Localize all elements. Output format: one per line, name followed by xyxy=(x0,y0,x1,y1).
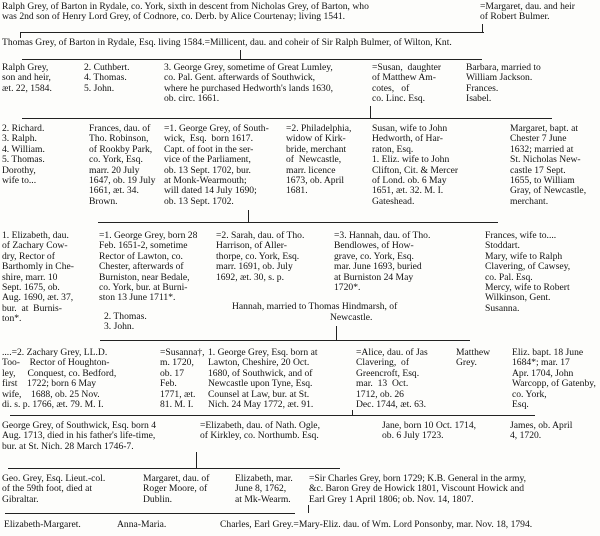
connector-gen6-children xyxy=(10,415,535,416)
text-line: castle 17 Sept. xyxy=(510,164,566,176)
text-line: William Jackson. xyxy=(466,72,533,84)
text-line: ston 13 June 1711*. xyxy=(99,292,176,304)
text-line: 3. Ralph. xyxy=(2,133,37,145)
text-line: 1681. xyxy=(286,185,308,197)
text-line: ob. 17 xyxy=(160,367,184,379)
text-line: Frances, wife to.... xyxy=(485,230,557,241)
text-line: ....=2. Zachary Grey, LL.D. xyxy=(2,347,108,358)
text-line: of Kirkley, co. Northumb. Esq. xyxy=(200,430,319,442)
elizabeth-ogle xyxy=(200,421,320,442)
connector-gen2-drop xyxy=(20,32,21,38)
text-line: Dec. 1744, æt. 63. xyxy=(356,399,427,411)
text-line: 4. Thomas. xyxy=(84,72,127,84)
connector-gen5-children xyxy=(100,340,470,341)
elizabeth-margaret: Elizabeth-Margaret. xyxy=(4,519,81,530)
matthew-grey xyxy=(456,348,490,369)
text-line: Sept. 1675, ob. xyxy=(2,282,60,294)
text-line: ley, Conquest, co. Bedford, xyxy=(2,367,117,379)
connector-gen6-stem xyxy=(352,410,353,415)
text-line: 5. John. xyxy=(84,82,115,94)
text-line: co. York, xyxy=(512,388,547,400)
text-line: =3. Hannah, dau. of Tho. xyxy=(334,230,431,241)
text-line: di. s. p. 1766, æt. 79. M. I. xyxy=(2,399,104,411)
text-line: 1651, æt. 32. M. I. xyxy=(372,185,444,197)
text-line: 1. George Grey, Esq. born at xyxy=(208,347,318,358)
text-line: Barbara, married to xyxy=(466,62,541,73)
text-line: vice of the Parliament, xyxy=(164,154,251,166)
text-line: Greencroft, Esq. xyxy=(356,367,420,379)
text-line: co. Pal. Gent. afterwards of Southwick, xyxy=(164,72,316,84)
geo-grey xyxy=(2,474,105,505)
text-line: Clavering, of xyxy=(356,357,410,369)
text-line: Brown. xyxy=(89,195,118,207)
george-grey-gen5 xyxy=(99,231,197,304)
text-line: of Robert Bulmer. xyxy=(480,11,550,23)
text-line: Tho. Robinson, xyxy=(89,133,149,145)
text-line: Margaret, dau. of xyxy=(143,473,210,484)
text-line: Gibraltar. xyxy=(2,493,39,505)
text-line: Frances. xyxy=(466,82,499,94)
text-line: June 8, 1762, xyxy=(235,483,287,495)
text-line: Jane, born 10 Oct. 1714, xyxy=(382,420,477,431)
text-line: 1692, æt. 30, s. p. xyxy=(216,271,284,283)
margaret-bulmer xyxy=(480,2,575,23)
text-line: Barthomly in Che- xyxy=(2,261,74,273)
frances-stoddart xyxy=(485,231,570,314)
connector-gen3-children xyxy=(22,118,552,119)
george-grey-gen3 xyxy=(164,63,333,105)
text-line: ob. circ. 1661. xyxy=(164,93,220,105)
text-line: Ralph Grey, of Barton in Rydale, co. York, sixth in descent from Nicholas Grey, of Barton, who xyxy=(2,1,369,12)
text-line: 2. Cuthbert. xyxy=(84,62,130,73)
text-line: was 2nd son of Henry Lord Grey, of Codnore, co. Derb. by Alice Courtenay; living 1541. xyxy=(2,11,346,23)
text-line: widow of Kirk- xyxy=(286,133,346,145)
text-line: Nich. 24 May 1772, æt. 91. xyxy=(208,399,314,411)
text-line: Dublin. xyxy=(143,493,173,505)
text-line: wife to... xyxy=(2,175,37,187)
text-line: =Alice, dau. of Jas xyxy=(356,347,428,358)
text-line: of Lond. ob. 6 May xyxy=(372,175,447,187)
hannah-hindmarsh-2: Newcastle. xyxy=(330,312,373,323)
george-grey-gen4 xyxy=(164,124,269,207)
text-line: of Zachary Cow- xyxy=(2,240,68,252)
text-line: Newcastle upon Tyne, Esq. xyxy=(208,378,313,390)
george-grey-gen6 xyxy=(208,348,318,410)
charles-earl-grey: Charles, Earl Grey.=Mary-Eliz. dau. of Wm. Lord Ponsonby, mar. Nov. 18, 1794. xyxy=(220,519,533,530)
text-line: 1684*; mar. 17 xyxy=(512,357,570,369)
cuthbert-thomas-john xyxy=(84,63,130,94)
connector-gen7-stem xyxy=(196,452,197,468)
text-line: of Newcastle, xyxy=(286,154,342,166)
text-line: thorpe, co. York, Esq. xyxy=(216,250,300,262)
text-line: Burniston, near Bedale, xyxy=(99,271,190,283)
text-line: Harrison, of Aller- xyxy=(216,240,287,252)
text-line: Elizabeth, mar. xyxy=(235,473,293,484)
text-line: =Elizabeth, dau. of Nath. Ogle, xyxy=(200,420,320,431)
text-line: of the 59th foot, died at xyxy=(2,483,93,495)
text-line: Aug. 1690, æt. 37, xyxy=(2,292,74,304)
text-line: Wilkinson, Gent. xyxy=(485,292,551,304)
text-line: Mercy, wife to Robert xyxy=(485,282,570,294)
text-line: =2. Philadelphia, xyxy=(286,123,352,134)
james xyxy=(510,421,572,442)
text-line: 1. Eliz. wife to John xyxy=(372,154,450,166)
text-line: co. Pal. Esq. xyxy=(485,271,533,283)
connector-gen7-children xyxy=(8,468,340,469)
elizabeth-cowdry xyxy=(2,231,74,325)
margaret-moore xyxy=(143,474,209,505)
text-line: Dorothy, xyxy=(2,164,36,176)
text-line: 4, 1720. xyxy=(510,430,542,442)
connector-gen5-stem xyxy=(336,326,337,340)
connector-gen1-drop xyxy=(482,24,483,32)
text-line: Chester, afterwards of xyxy=(99,261,184,273)
text-line: Roger Moore, of xyxy=(143,483,208,495)
text-line: =Susanna†, xyxy=(160,347,205,358)
george-grey-gen7 xyxy=(2,421,156,452)
text-line: mar. 13 Oct. xyxy=(356,378,409,390)
connector-gen4-children xyxy=(98,222,498,223)
thomas-grey-gen2: Thomas Grey, of Barton in Rydale, Esq. living 1584.=Millicent, dau. and coheir of Sir Ralph Bulmer, of Wilton, Knt. xyxy=(2,37,452,48)
connector-gen8-children xyxy=(5,513,295,514)
connector-gen3-stem xyxy=(370,106,371,118)
text-line: bride, merchant xyxy=(286,143,347,155)
text-line: first 1722; born 6 May xyxy=(2,378,97,390)
text-line: marr. 1691, ob. July xyxy=(216,261,293,273)
text-line: Bendlowes, of How- xyxy=(334,240,414,252)
sarah-harrison xyxy=(216,231,304,283)
text-line: raton, Esq. xyxy=(372,143,414,155)
text-line: Isabel. xyxy=(466,93,492,105)
text-line: =1. George Grey, of South- xyxy=(164,123,269,134)
text-line: 2. Thomas. xyxy=(104,311,147,322)
text-line: co. York, Esq. xyxy=(89,154,143,166)
text-line: co. Linc. Esq. xyxy=(372,93,426,105)
text-line: marr. licence xyxy=(286,164,336,176)
text-line: mar. June 1693, buried xyxy=(334,261,422,273)
text-line: 1655, to William xyxy=(510,175,575,187)
barbara-frances-isabel xyxy=(466,63,541,105)
ralph-grey-gen3 xyxy=(2,63,52,94)
susanna xyxy=(160,348,205,410)
text-line: 3. John. xyxy=(104,321,135,333)
text-line: bur. at Burnis- xyxy=(2,302,62,314)
susan-amcotes xyxy=(372,63,441,105)
text-line: at Burniston 24 May xyxy=(334,271,414,283)
margaret-gray xyxy=(510,124,586,207)
text-line: Aug. 1713, died in his father's life-time, xyxy=(2,430,156,442)
text-line: at Mk-Wearm. xyxy=(235,493,291,505)
text-line: at Monk-Wearmouth; xyxy=(164,175,247,187)
text-line: dry, Rector of xyxy=(2,250,55,262)
jane xyxy=(382,421,476,442)
text-line: 1632; married at xyxy=(510,143,574,155)
text-line: James, ob. April xyxy=(510,420,573,431)
connector-gen4-stem xyxy=(248,210,249,222)
text-line: merchant. xyxy=(510,195,549,207)
text-line: Gateshead. xyxy=(372,195,415,207)
text-line: son and heir, xyxy=(2,72,51,84)
text-line: Feb. xyxy=(160,378,177,390)
eliz-warcopp xyxy=(512,348,596,410)
text-line: Warcopp, of Gatenby, xyxy=(512,378,596,390)
text-line: æt. 22, 1584. xyxy=(2,82,52,94)
text-line: wick, Esq. born 1617. xyxy=(164,133,253,145)
text-line: Gray, of Newcastle, xyxy=(510,185,587,197)
text-line: Grey. xyxy=(456,357,477,369)
text-line: 3. George Grey, sometime of Great Lumley, xyxy=(164,62,333,73)
text-line: Clavering, of Cawsey, xyxy=(485,261,571,273)
text-line: 81. M. I. xyxy=(160,399,194,411)
text-line: 4. William. xyxy=(2,143,45,155)
text-line: =Susan, daughter xyxy=(372,62,442,73)
ralph-grey-gen1 xyxy=(2,2,369,23)
text-line: Feb. 1651-2, sometime xyxy=(99,240,188,252)
text-line: 1712, ob. 26 xyxy=(356,388,404,400)
zachary-grey xyxy=(2,348,116,410)
text-line: Matthew xyxy=(456,347,491,358)
text-line: Chester 7 June xyxy=(510,133,567,145)
connector-gen8-stem xyxy=(308,505,309,513)
text-line: Clifton, Cit. & Mercer xyxy=(372,164,459,176)
text-line: Esq. xyxy=(512,399,529,411)
text-line: 2. Richard. xyxy=(2,123,45,134)
text-line: of Matthew Am- xyxy=(372,72,436,84)
text-line: Hedworth, of Har- xyxy=(372,133,443,145)
text-line: 1. Elizabeth, dau. xyxy=(2,230,69,241)
text-line: 1771, æt. xyxy=(160,388,196,400)
text-line: Geo. Grey, Esq. Lieut.-col. xyxy=(2,473,106,484)
text-line: Susanna. xyxy=(485,302,520,314)
text-line: Ralph Grey, xyxy=(2,62,49,73)
text-line: George Grey, of Southwick, Esq. born 4 xyxy=(2,420,157,431)
text-line: grave, co. York, Esq. xyxy=(334,250,414,262)
connector-gen2-children xyxy=(22,59,482,60)
frances-robinson xyxy=(89,124,155,207)
text-line: 1673, ob. April xyxy=(286,175,345,187)
text-line: co. York, bur. at Burni- xyxy=(99,282,188,294)
text-line: ob. 13 Sept. 1702. xyxy=(164,195,234,207)
text-line: Stoddart. xyxy=(485,240,520,252)
text-line: Apr. 1704, John xyxy=(512,367,574,379)
text-line: 1720*. xyxy=(334,282,361,294)
text-line: ton*. xyxy=(2,313,22,325)
text-line: will dated 14 July 1690; xyxy=(164,185,257,197)
elizabeth-gen8 xyxy=(235,474,293,505)
text-line: bur. at St. Nich. 28 March 1746-7. xyxy=(2,440,134,452)
text-line: Too- Rector of Houghton- xyxy=(2,357,110,369)
text-line: Eliz. bapt. 18 June xyxy=(512,347,584,358)
alice-clavering xyxy=(356,348,428,410)
richard-ralph-william xyxy=(2,124,45,186)
text-line: marr. 20 July xyxy=(89,164,140,176)
text-line: Lawton, Cheshire, 20 Oct. xyxy=(208,357,310,369)
philadelphia xyxy=(286,124,351,197)
hannah-bendlowes xyxy=(334,231,430,293)
text-line: 1661, æt. 34. xyxy=(89,185,139,197)
text-line: St. Nicholas New- xyxy=(510,154,581,166)
text-line: where he purchased Hedworth's lands 1630, xyxy=(164,82,334,94)
text-line: 1647, ob. 19 July xyxy=(89,175,156,187)
text-line: Capt. of foot in the ser- xyxy=(164,143,254,155)
text-line: wife, 1688, ob. 25 Nov. xyxy=(2,388,100,400)
text-line: m. 1720, xyxy=(160,357,194,369)
text-line: =1. George Grey, born 28 xyxy=(99,230,198,241)
text-line: ob. 13 Sept. 1702, bur. xyxy=(164,164,251,176)
sir-charles-grey xyxy=(309,474,526,505)
text-line: cotes, of xyxy=(372,82,410,94)
text-line: Margaret, bapt. at xyxy=(510,123,579,134)
hannah-hindmarsh: Hannah, married to Thomas Hindmarsh, of xyxy=(232,301,398,312)
text-line: &c. Baron Grey de Howick 1801, Viscount Howick and xyxy=(309,483,525,495)
susan-hedworth xyxy=(372,124,458,207)
text-line: 5. Thomas. xyxy=(2,154,45,166)
text-line: Rector of Lawton, co. xyxy=(99,250,183,262)
text-line: Earl Grey 1 April 1806; ob. Nov. 14, 1807. xyxy=(309,493,474,505)
text-line: Counsel at Law, bur. at St. xyxy=(208,388,310,400)
text-line: =Sir Charles Grey, born 1729; K.B. General in the army, xyxy=(309,473,527,484)
text-line: of Rookby Park, xyxy=(89,143,153,155)
thomas-john-gen5 xyxy=(104,312,147,333)
anna-maria: Anna-Maria. xyxy=(117,519,167,530)
text-line: Frances, dau. of xyxy=(89,123,151,134)
text-line: Mary, wife to Ralph xyxy=(485,250,563,262)
text-line: =2. Sarah, dau. of Tho. xyxy=(216,230,305,241)
connector-gen2-stem xyxy=(240,50,241,59)
text-line: ob. 6 July 1723. xyxy=(382,430,444,442)
text-line: Susan, wife to John xyxy=(372,123,448,134)
text-line: shire, marr. 10 xyxy=(2,271,58,283)
text-line: 1680, of Southwick, and of xyxy=(208,367,313,379)
connector-gen1-gen2 xyxy=(20,32,484,33)
text-line: =Margaret, dau. and heir xyxy=(480,1,576,12)
